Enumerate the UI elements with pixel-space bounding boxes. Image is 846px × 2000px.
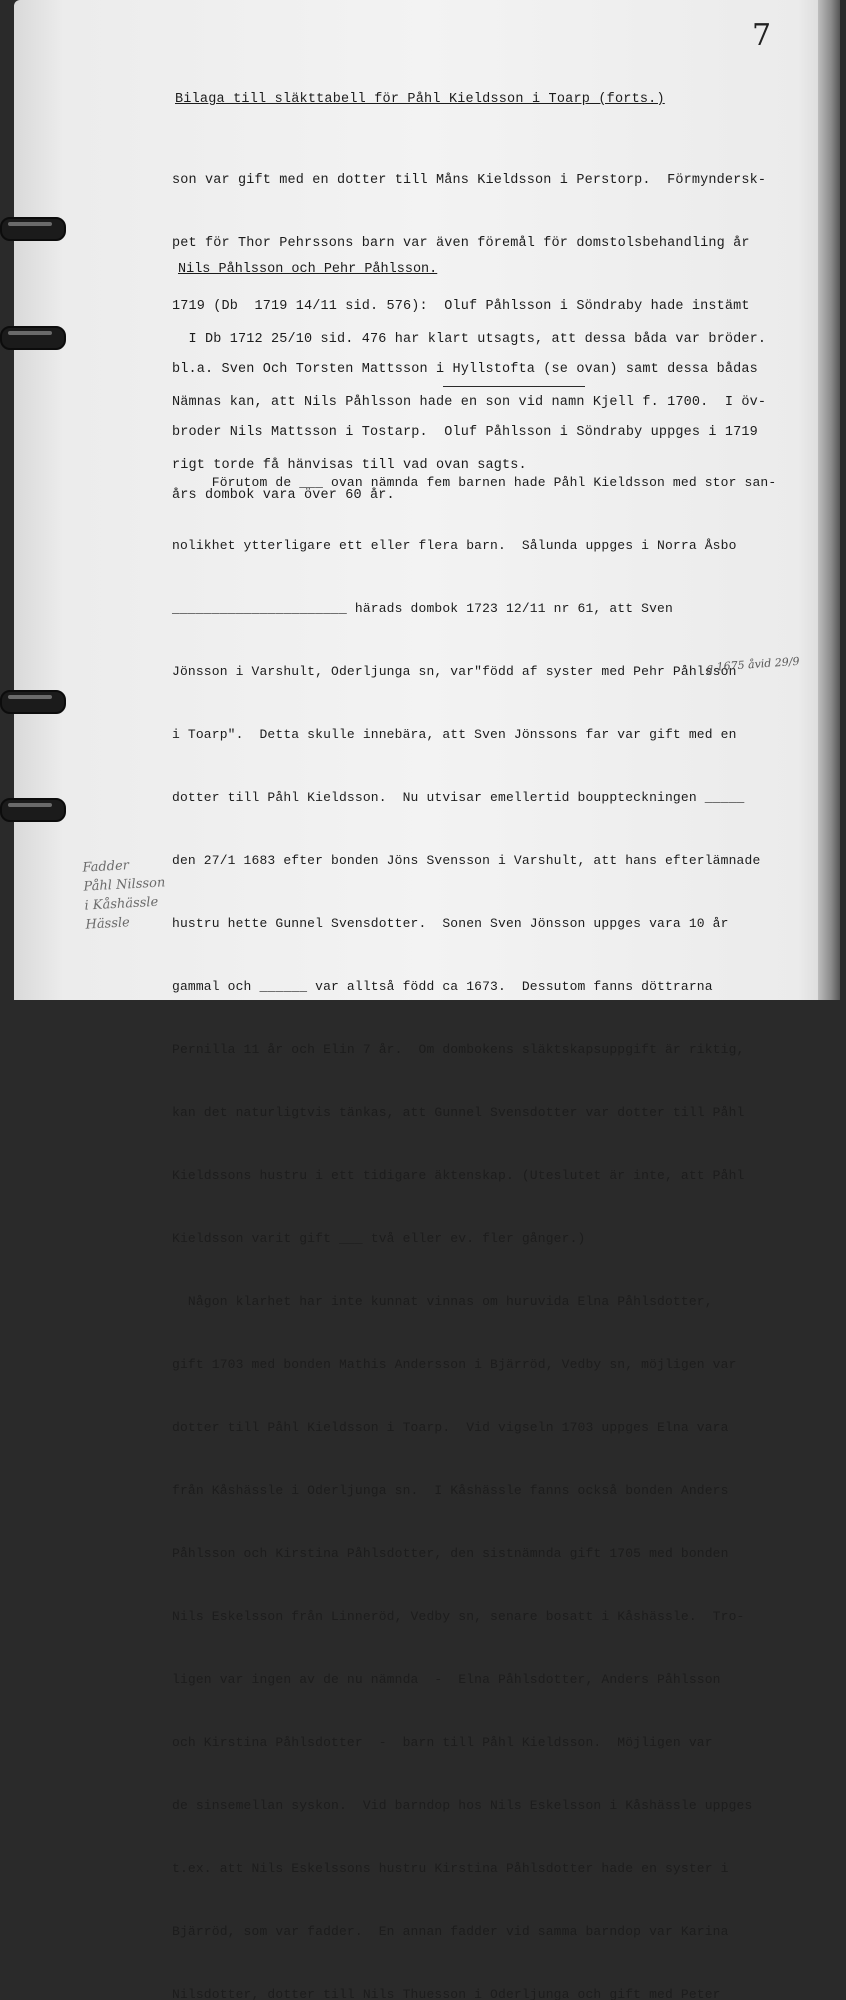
note-line: Fadder — [82, 858, 130, 876]
text-line: kan det naturligtvis tänkas, att Gunnel Svensdotter var dotter till Påhl — [172, 1105, 745, 1120]
text-line: Nilsdotter, dotter till Nils Thuesson i Oderljunga och gift med Peter — [172, 1987, 721, 2000]
text-line: broder Nils Mattsson i Tostarp. Oluf Påhlsson i Söndraby uppges i 1719 — [172, 425, 758, 440]
text-line: Kieldsson varit gift ___ två eller ev. fler gånger.) — [172, 1231, 586, 1246]
text-line: gift 1703 med bonden Mathis Andersson i Bjärröd, Vedby sn, möjligen var — [172, 1357, 737, 1372]
paragraph-3 — [172, 430, 776, 2000]
text-line: Pernilla 11 år och Elin 7 år. Om dombokens släktskapsuppgift är riktig, — [172, 1042, 745, 1057]
section-heading: Nils Påhlsson och Pehr Påhlsson. — [178, 262, 438, 277]
text-line: Kieldssons hustru i ett tidigare äktenskap. (Uteslutet är inte, att Påhl — [172, 1168, 745, 1183]
text-line: Förutom de ___ ovan nämnda fem barnen hade Påhl Kieldsson med stor san- — [172, 475, 777, 490]
text-line: rigt torde få hänvisas till vad ovan sagts. — [172, 458, 527, 473]
text-line: i Toarp". Detta skulle innebära, att Sven Jönssons far var gift med en — [172, 727, 737, 742]
binder-ring — [0, 217, 66, 239]
text-line: dotter till Påhl Kieldsson. Nu utvisar emellertid bouppteckningen _____ — [172, 790, 745, 805]
page-edge-curl — [818, 0, 840, 1000]
text-line: Någon klarhet har inte kunnat vinnas om huruvida Elna Påhlsdotter, — [172, 1294, 713, 1309]
text-line: hustru hette Gunnel Svensdotter. Sonen Sven Jönsson uppges vara 10 år — [172, 916, 729, 931]
text-line: ______________________ härads dombok 1723 12/11 nr 61, att Sven — [172, 601, 673, 616]
text-line: ligen var ingen av de nu nämnda - Elna Påhlsdotter, Anders Påhlsson — [172, 1672, 721, 1687]
handwritten-margin-note — [82, 853, 186, 934]
text-line: Bjärröd, som var fadder. En annan fadder vid samma barndop var Karina — [172, 1924, 729, 1939]
text-line: års dombok vara över 60 år. — [172, 488, 395, 503]
text-line: gammal och ______ var alltså född ca 1673. Dessutom fanns döttrarna — [172, 979, 713, 994]
binder-ring — [0, 326, 66, 348]
text-line: den 27/1 1683 efter bonden Jöns Svensson i Varshult, att hans efterlämnade — [172, 853, 761, 868]
text-line: och Kirstina Påhlsdotter - barn till Påhl Kieldsson. Möjligen var — [172, 1735, 713, 1750]
note-line: Hässle — [85, 915, 131, 933]
text-line: Påhlsson och Kirstina Påhlsdotter, den sistnämnda gift 1705 med bonden — [172, 1546, 729, 1561]
section-divider — [443, 386, 585, 387]
text-line: Jönsson i Varshult, Oderljunga sn, var"född af syster med Pehr Påhlsson — [172, 664, 737, 679]
text-line: Nämnas kan, att Nils Påhlsson hade en son vid namn Kjell f. 1700. I öv- — [172, 395, 767, 410]
text-line: I Db 1712 25/10 sid. 476 har klart utsagts, att dessa båda var bröder. — [172, 332, 767, 347]
text-line: dotter till Påhl Kieldsson i Toarp. Vid vigseln 1703 uppges Elna vara — [172, 1420, 729, 1435]
text-line: de sinsemellan syskon. Vid barndop hos Nils Eskelsson i Kåshässle uppges — [172, 1798, 753, 1813]
text-line: t.ex. att Nils Eskelssons hustru Kirstina Påhlsdotter hade en syster i — [172, 1861, 729, 1876]
text-line: nolikhet ytterligare ett eller flera barn. Sålunda uppges i Norra Åsbo — [172, 538, 737, 553]
page-title: Bilaga till släkttabell för Påhl Kieldsson i Toarp (forts.) — [175, 92, 665, 107]
binder-ring — [0, 798, 66, 820]
text-line: pet för Thor Pehrssons barn var även föremål för domstolsbehandling år — [172, 236, 750, 251]
text-line: från Kåshässle i Oderljunga sn. I Kåshässle fanns också bonden Anders — [172, 1483, 729, 1498]
text-line: bl.a. Sven Och Torsten Mattsson i Hyllstofta (se ovan) samt dessa bådas — [172, 362, 758, 377]
text-line: Nils Eskelsson från Linneröd, Vedby sn, senare bosatt i Kåshässle. Tro- — [172, 1609, 745, 1624]
page-number: 7 — [752, 18, 772, 53]
note-line: Påhl Nilsson — [83, 875, 166, 895]
note-line: i Kåshässle — [84, 894, 159, 914]
handwritten-annotation: g.1675 åvid 29/9 — [705, 654, 800, 675]
text-line: son var gift med en dotter till Måns Kieldsson i Perstorp. Förmyndersk- — [172, 173, 767, 188]
binder-ring — [0, 690, 66, 712]
text-line: 1719 (Db 1719 14/11 sid. 576): Oluf Påhlsson i Söndraby hade instämt — [172, 299, 750, 314]
